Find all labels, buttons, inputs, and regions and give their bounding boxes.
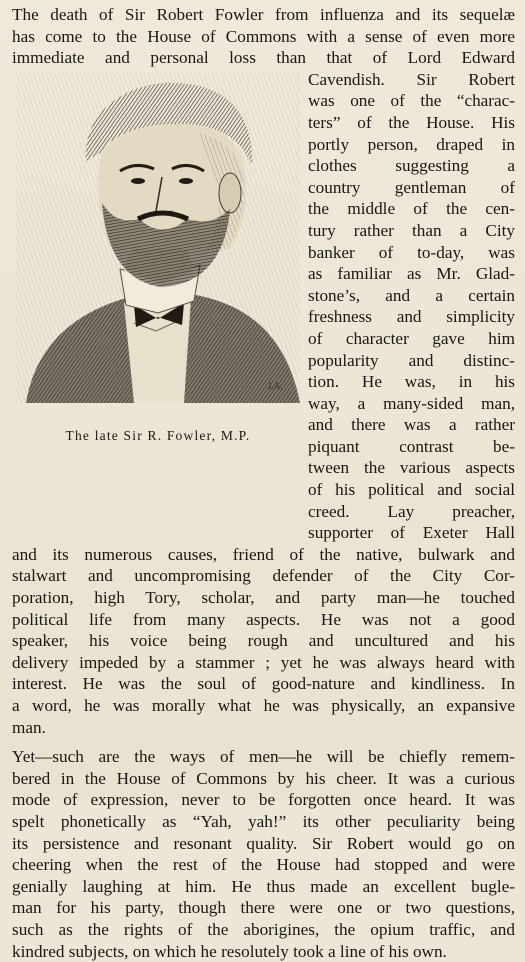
text-line: interest. He was the soul of good-nature and kindliness. In xyxy=(12,674,515,694)
text-line: spelt phonetically as “Yah, yah!” its other peculiarity being xyxy=(12,811,515,831)
paragraph-gap xyxy=(12,738,515,746)
text-line: tween the various aspects xyxy=(308,458,515,478)
text-line: the middle of the cen- xyxy=(308,199,515,219)
engraver-mark: J.A. xyxy=(268,380,283,391)
text-line: country gentleman of xyxy=(308,177,515,197)
text-line: mode of expression, never to be forgotten once heard. It was xyxy=(12,790,515,810)
text-line: genially laughing at him. He thus made an excellent bugle- xyxy=(12,876,515,896)
text-line: Yet—such are the ways of men—he will be chiefly remem- xyxy=(12,747,515,767)
text-line: a word, he was morally what he was physically, an expansive xyxy=(12,696,515,715)
text-line: kindred subjects, on which he resolutely took a line of his own. xyxy=(12,941,447,961)
text-line: has come to the House of Commons with a sense of even more xyxy=(12,26,515,46)
text-line: tury rather than a City xyxy=(308,220,515,240)
paragraph-1-tail xyxy=(12,544,515,738)
text-line: bered in the House of Commons by his cheer. It was a curious xyxy=(12,768,515,788)
portrait-engraving xyxy=(16,73,300,403)
figure-wrap-row xyxy=(12,69,515,544)
text-line: stone’s, and a certain xyxy=(308,285,515,305)
text-line: and there was a rather xyxy=(308,415,515,435)
text-line: of character gave him xyxy=(308,328,515,348)
text-line: popularity and distinc- xyxy=(308,350,515,370)
text-line: way, a many-sided man, xyxy=(308,393,515,413)
text-line: of his political and social xyxy=(308,480,515,500)
text-line: stalwart and uncompromising defender of the City Cor- xyxy=(12,566,515,586)
text-line: delivery impeded by a stammer ; yet he was always heard with xyxy=(12,652,515,672)
text-line: speaker, his voice being rough and uncultured and his xyxy=(12,631,515,651)
text-line: Cavendish. Sir Robert xyxy=(308,69,515,89)
wrapped-text-column xyxy=(308,69,515,544)
paragraph-2 xyxy=(12,746,515,962)
text-line: was one of the “charac- xyxy=(308,91,515,111)
text-line: and its numerous causes, friend of the native, bulwark and xyxy=(12,544,515,564)
text-line: creed. Lay preacher, xyxy=(308,501,515,521)
text-line: tion. He was, in his xyxy=(308,372,515,392)
text-line: as familiar as Mr. Glad- xyxy=(308,264,515,284)
text-line: banker of to-day, was xyxy=(308,242,515,262)
text-line: immediate and personal loss than that of Lord Edward xyxy=(12,48,515,68)
text-line: piquant contrast be- xyxy=(308,436,515,456)
text-line: man. xyxy=(12,717,46,737)
text-line: freshness and simplicity xyxy=(308,307,515,327)
text-line: cheering when the rest of the House had stopped and were xyxy=(12,855,515,875)
intro-lines xyxy=(12,4,515,69)
text-line: The death of Sir Robert Fowler from influenza and its sequelæ xyxy=(12,5,515,24)
text-line: such as the rights of the aborigines, the opium traffic, and xyxy=(12,919,515,939)
text-line: man for his party, though there were one or two questions, xyxy=(12,898,515,918)
text-line: portly person, draped in xyxy=(308,134,515,154)
figure xyxy=(12,69,308,544)
text-line: ters” of the House. His xyxy=(308,112,515,132)
text-line: supporter of Exeter Hall xyxy=(308,523,515,543)
text-line: clothes suggesting a xyxy=(308,156,515,176)
figure-caption: The late Sir R. Fowler, M.P. xyxy=(65,427,251,443)
text-line: its persistence and resonant quality. Sir Robert would go on xyxy=(12,833,515,853)
text-line: poration, high Tory, scholar, and party man—he touched xyxy=(12,588,515,608)
text-line: political life from many aspects. He was not a good xyxy=(12,609,515,629)
